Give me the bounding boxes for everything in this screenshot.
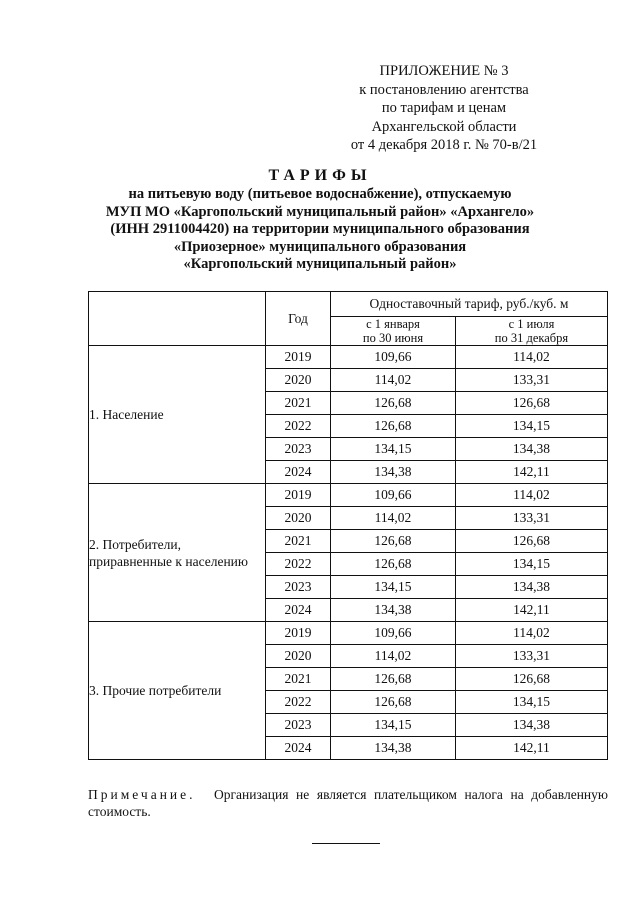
header-second-half-line-1: с 1 июля bbox=[508, 317, 555, 331]
second-half-tariff-cell: 134,15 bbox=[455, 691, 607, 714]
year-cell: 2021 bbox=[266, 668, 331, 691]
first-half-tariff-cell: 109,66 bbox=[331, 484, 456, 507]
first-half-tariff-cell: 114,02 bbox=[331, 369, 456, 392]
first-half-tariff-cell: 126,68 bbox=[331, 691, 456, 714]
table-row bbox=[89, 622, 608, 645]
tariff-table-body bbox=[89, 346, 608, 760]
first-half-tariff-cell: 134,15 bbox=[331, 714, 456, 737]
first-half-tariff-cell: 134,15 bbox=[331, 576, 456, 599]
first-half-tariff-cell: 126,68 bbox=[331, 553, 456, 576]
title-line-1: на питьевую воду (питьевое водоснабжение), отпускаемую bbox=[128, 186, 512, 202]
appendix-date-line: от 4 декабря 2018 г. № 70-в/21 bbox=[350, 137, 538, 153]
appendix-number: ПРИЛОЖЕНИЕ № 3 bbox=[379, 63, 509, 79]
category-cell bbox=[89, 346, 266, 484]
year-cell: 2024 bbox=[266, 599, 331, 622]
second-half-tariff-cell: 142,11 bbox=[455, 737, 607, 760]
first-half-tariff-cell: 134,38 bbox=[331, 737, 456, 760]
second-half-tariff-cell: 114,02 bbox=[455, 346, 607, 369]
first-half-tariff-cell: 134,38 bbox=[331, 599, 456, 622]
footnote-text: Организация не является плательщиком налога на добавленную стоимость. bbox=[88, 787, 608, 819]
year-cell: 2019 bbox=[266, 346, 331, 369]
first-half-tariff-cell: 126,68 bbox=[331, 415, 456, 438]
first-half-tariff-cell: 109,66 bbox=[331, 622, 456, 645]
header-tariff: Одноставочный тариф, руб./куб. м bbox=[331, 292, 608, 317]
second-half-tariff-cell: 134,38 bbox=[455, 438, 607, 461]
year-cell: 2019 bbox=[266, 622, 331, 645]
second-half-tariff-cell: 142,11 bbox=[455, 599, 607, 622]
year-cell: 2023 bbox=[266, 438, 331, 461]
year-cell: 2020 bbox=[266, 507, 331, 530]
second-half-tariff-cell: 126,68 bbox=[455, 668, 607, 691]
header-first-half-line-2: по 30 июня bbox=[362, 331, 424, 345]
document-title bbox=[60, 166, 580, 274]
title-line-5: «Каргопольский муниципальный район» bbox=[183, 256, 457, 272]
first-half-tariff-cell: 126,68 bbox=[331, 530, 456, 553]
second-half-tariff-cell: 114,02 bbox=[455, 622, 607, 645]
header-first-half bbox=[331, 317, 456, 346]
second-half-tariff-cell: 134,15 bbox=[455, 415, 607, 438]
year-cell: 2024 bbox=[266, 461, 331, 484]
second-half-tariff-cell: 114,02 bbox=[455, 484, 607, 507]
second-half-tariff-cell: 142,11 bbox=[455, 461, 607, 484]
header-year: Год bbox=[266, 292, 331, 346]
footnote-label: Примечание. bbox=[88, 787, 196, 802]
year-cell: 2020 bbox=[266, 369, 331, 392]
category-cell bbox=[89, 484, 266, 622]
title-line-2: МУП МО «Каргопольский муниципальный район» «Архангело» bbox=[105, 203, 535, 220]
first-half-tariff-cell: 126,68 bbox=[331, 668, 456, 691]
header-category-blank bbox=[89, 292, 266, 346]
second-half-tariff-cell: 133,31 bbox=[455, 507, 607, 530]
table-row bbox=[89, 346, 608, 369]
title-line-3: (ИНН 2911004420) на территории муниципального образования bbox=[110, 221, 530, 237]
appendix-line-3: по тарифам и ценам bbox=[381, 100, 507, 116]
table-row bbox=[89, 484, 608, 507]
year-cell: 2022 bbox=[266, 415, 331, 438]
category-label-line-2: приравненные к населению bbox=[89, 553, 248, 569]
title-main: ТАРИФЫ bbox=[268, 167, 372, 184]
first-half-tariff-cell: 109,66 bbox=[331, 346, 456, 369]
closing-rule bbox=[312, 843, 380, 844]
second-half-tariff-cell: 134,38 bbox=[455, 576, 607, 599]
category-cell bbox=[89, 622, 266, 760]
category-label-line-1: 3. Прочие потребители bbox=[89, 683, 222, 698]
year-cell: 2021 bbox=[266, 392, 331, 415]
first-half-tariff-cell: 126,68 bbox=[331, 392, 456, 415]
tariff-table bbox=[88, 291, 608, 760]
header-second-half-line-2: по 31 декабря bbox=[494, 331, 569, 345]
first-half-tariff-cell: 134,38 bbox=[331, 461, 456, 484]
year-cell: 2020 bbox=[266, 645, 331, 668]
first-half-tariff-cell: 114,02 bbox=[331, 507, 456, 530]
second-half-tariff-cell: 134,38 bbox=[455, 714, 607, 737]
year-cell: 2021 bbox=[266, 530, 331, 553]
second-half-tariff-cell: 133,31 bbox=[455, 645, 607, 668]
first-half-tariff-cell: 114,02 bbox=[331, 645, 456, 668]
category-label-line-1: 1. Население bbox=[89, 407, 164, 422]
second-half-tariff-cell: 126,68 bbox=[455, 392, 607, 415]
year-cell: 2023 bbox=[266, 714, 331, 737]
year-cell: 2022 bbox=[266, 691, 331, 714]
appendix-line-4: Архангельской области bbox=[371, 118, 517, 135]
year-cell: 2019 bbox=[266, 484, 331, 507]
title-line-4: «Приозерное» муниципального образования bbox=[173, 238, 467, 255]
year-cell: 2023 bbox=[266, 576, 331, 599]
category-label-line-1: 2. Потребители, bbox=[89, 536, 181, 552]
header-second-half bbox=[455, 317, 607, 346]
second-half-tariff-cell: 126,68 bbox=[455, 530, 607, 553]
header-first-half-line-1: с 1 января bbox=[366, 317, 420, 331]
footnote bbox=[88, 786, 608, 820]
second-half-tariff-cell: 134,15 bbox=[455, 553, 607, 576]
footnote-body bbox=[88, 786, 608, 820]
year-cell: 2024 bbox=[266, 737, 331, 760]
second-half-tariff-cell: 133,31 bbox=[455, 369, 607, 392]
appendix-header bbox=[314, 62, 574, 155]
year-cell: 2022 bbox=[266, 553, 331, 576]
appendix-line-2: к постановлению агентства bbox=[359, 81, 529, 98]
first-half-tariff-cell: 134,15 bbox=[331, 438, 456, 461]
